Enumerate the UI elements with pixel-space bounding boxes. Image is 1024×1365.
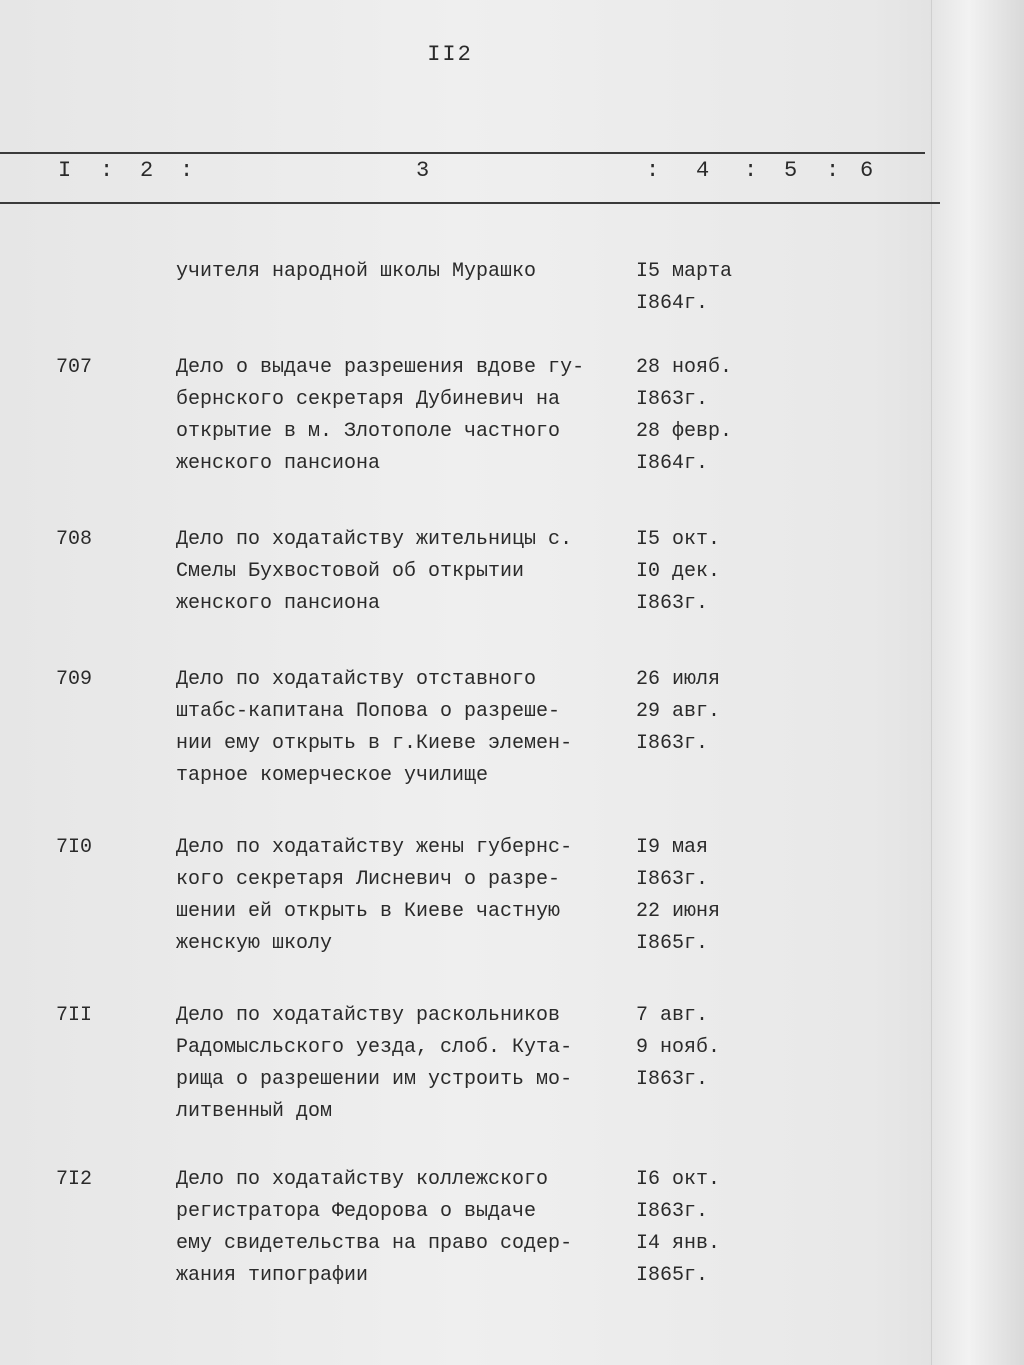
column-separator-5: : bbox=[826, 158, 840, 183]
description-line: Дело по ходатайству жены губернс- bbox=[176, 836, 573, 859]
date-line: I864г. bbox=[636, 452, 709, 475]
entry-dates bbox=[636, 256, 776, 320]
date-line: I863г. bbox=[636, 592, 709, 615]
description-line: женскую школу bbox=[176, 932, 333, 955]
column-header-3: 3 bbox=[416, 158, 430, 183]
column-header-4: 4 bbox=[696, 158, 710, 183]
date-line: I6 окт. bbox=[636, 1168, 721, 1191]
date-line: 28 нояб. bbox=[636, 356, 733, 379]
description-line: женского пансиона bbox=[176, 592, 381, 615]
description-line: Радомысльского уезда, слоб. Кута- bbox=[176, 1036, 573, 1059]
entry-dates bbox=[636, 1164, 776, 1292]
column-header-5: 5 bbox=[784, 158, 798, 183]
date-line: 29 авг. bbox=[636, 700, 721, 723]
date-line: 22 июня bbox=[636, 900, 721, 923]
description-line: кого секретаря Лисневич о разре- bbox=[176, 868, 561, 891]
entry-number: 709 bbox=[56, 668, 93, 691]
page-edge bbox=[931, 0, 1024, 1365]
column-header-2: 2 bbox=[140, 158, 154, 183]
date-line: I863г. bbox=[636, 868, 709, 891]
date-line: 26 июля bbox=[636, 668, 721, 691]
entry-description bbox=[176, 832, 636, 960]
entry-number: 708 bbox=[56, 528, 93, 551]
entry-dates bbox=[636, 352, 776, 480]
header-rule-top bbox=[0, 152, 925, 154]
description-line: открытие в м. Злотополе частного bbox=[176, 420, 561, 443]
column-separator-2: : bbox=[180, 158, 194, 183]
description-line: рища о разрешении им устроить мо- bbox=[176, 1068, 573, 1091]
description-line: тарное комерческое училище bbox=[176, 764, 489, 787]
page-number: II2 bbox=[427, 42, 473, 67]
description-line: учителя народной школы Мурашко bbox=[176, 260, 537, 283]
date-line: I4 янв. bbox=[636, 1232, 721, 1255]
column-separator-4: : bbox=[744, 158, 758, 183]
description-line: Дело по ходатайству раскольников bbox=[176, 1004, 561, 1027]
description-line: Дело по ходатайству коллежского bbox=[176, 1168, 549, 1191]
description-line: женского пансиона bbox=[176, 452, 381, 475]
entry-number: 7I0 bbox=[56, 836, 93, 859]
column-separator-1: : bbox=[100, 158, 114, 183]
date-line: I0 дек. bbox=[636, 560, 721, 583]
entry-number: 7II bbox=[56, 1004, 93, 1027]
entry-number: 7I2 bbox=[56, 1168, 93, 1191]
column-header-1: I bbox=[58, 158, 72, 183]
date-line: 28 февр. bbox=[636, 420, 733, 443]
column-header-6: 6 bbox=[860, 158, 874, 183]
entry-number: 707 bbox=[56, 356, 93, 379]
date-line: I863г. bbox=[636, 1200, 709, 1223]
entry-description bbox=[176, 1164, 636, 1292]
entry-description bbox=[176, 664, 636, 792]
description-line: регистратора Федорова о выдаче bbox=[176, 1200, 537, 1223]
entry-dates bbox=[636, 664, 776, 760]
description-line: Дело по ходатайству отставного bbox=[176, 668, 537, 691]
date-line: I864г. bbox=[636, 292, 709, 315]
date-line: I865г. bbox=[636, 1264, 709, 1287]
entry-description bbox=[176, 1000, 636, 1128]
entry-dates bbox=[636, 1000, 776, 1096]
entry-description bbox=[176, 256, 636, 288]
description-line: Смелы Бухвостовой об открытии bbox=[176, 560, 525, 583]
description-line: Дело по ходатайству жительницы с. bbox=[176, 528, 573, 551]
header-rule-bottom bbox=[0, 202, 940, 204]
date-line: I865г. bbox=[636, 932, 709, 955]
date-line: I9 мая bbox=[636, 836, 709, 859]
date-line: I863г. bbox=[636, 388, 709, 411]
date-line: I863г. bbox=[636, 732, 709, 755]
entry-description bbox=[176, 352, 636, 480]
date-line: I5 окт. bbox=[636, 528, 721, 551]
description-line: нии ему открыть в г.Киеве элемен- bbox=[176, 732, 573, 755]
description-line: литвенный дом bbox=[176, 1100, 333, 1123]
date-line: 9 нояб. bbox=[636, 1036, 721, 1059]
date-line: I5 марта bbox=[636, 260, 733, 283]
description-line: Дело о выдаче разрешения вдове гу- bbox=[176, 356, 585, 379]
date-line: 7 авг. bbox=[636, 1004, 709, 1027]
column-separator-3: : bbox=[646, 158, 660, 183]
description-line: жания типографии bbox=[176, 1264, 369, 1287]
description-line: бернского секретаря Дубиневич на bbox=[176, 388, 561, 411]
description-line: штабс-капитана Попова о разреше- bbox=[176, 700, 561, 723]
description-line: ему свидетельства на право содер- bbox=[176, 1232, 573, 1255]
entry-dates bbox=[636, 832, 776, 960]
entry-dates bbox=[636, 524, 776, 620]
date-line: I863г. bbox=[636, 1068, 709, 1091]
entry-description bbox=[176, 524, 636, 620]
description-line: шении ей открыть в Киеве частную bbox=[176, 900, 561, 923]
